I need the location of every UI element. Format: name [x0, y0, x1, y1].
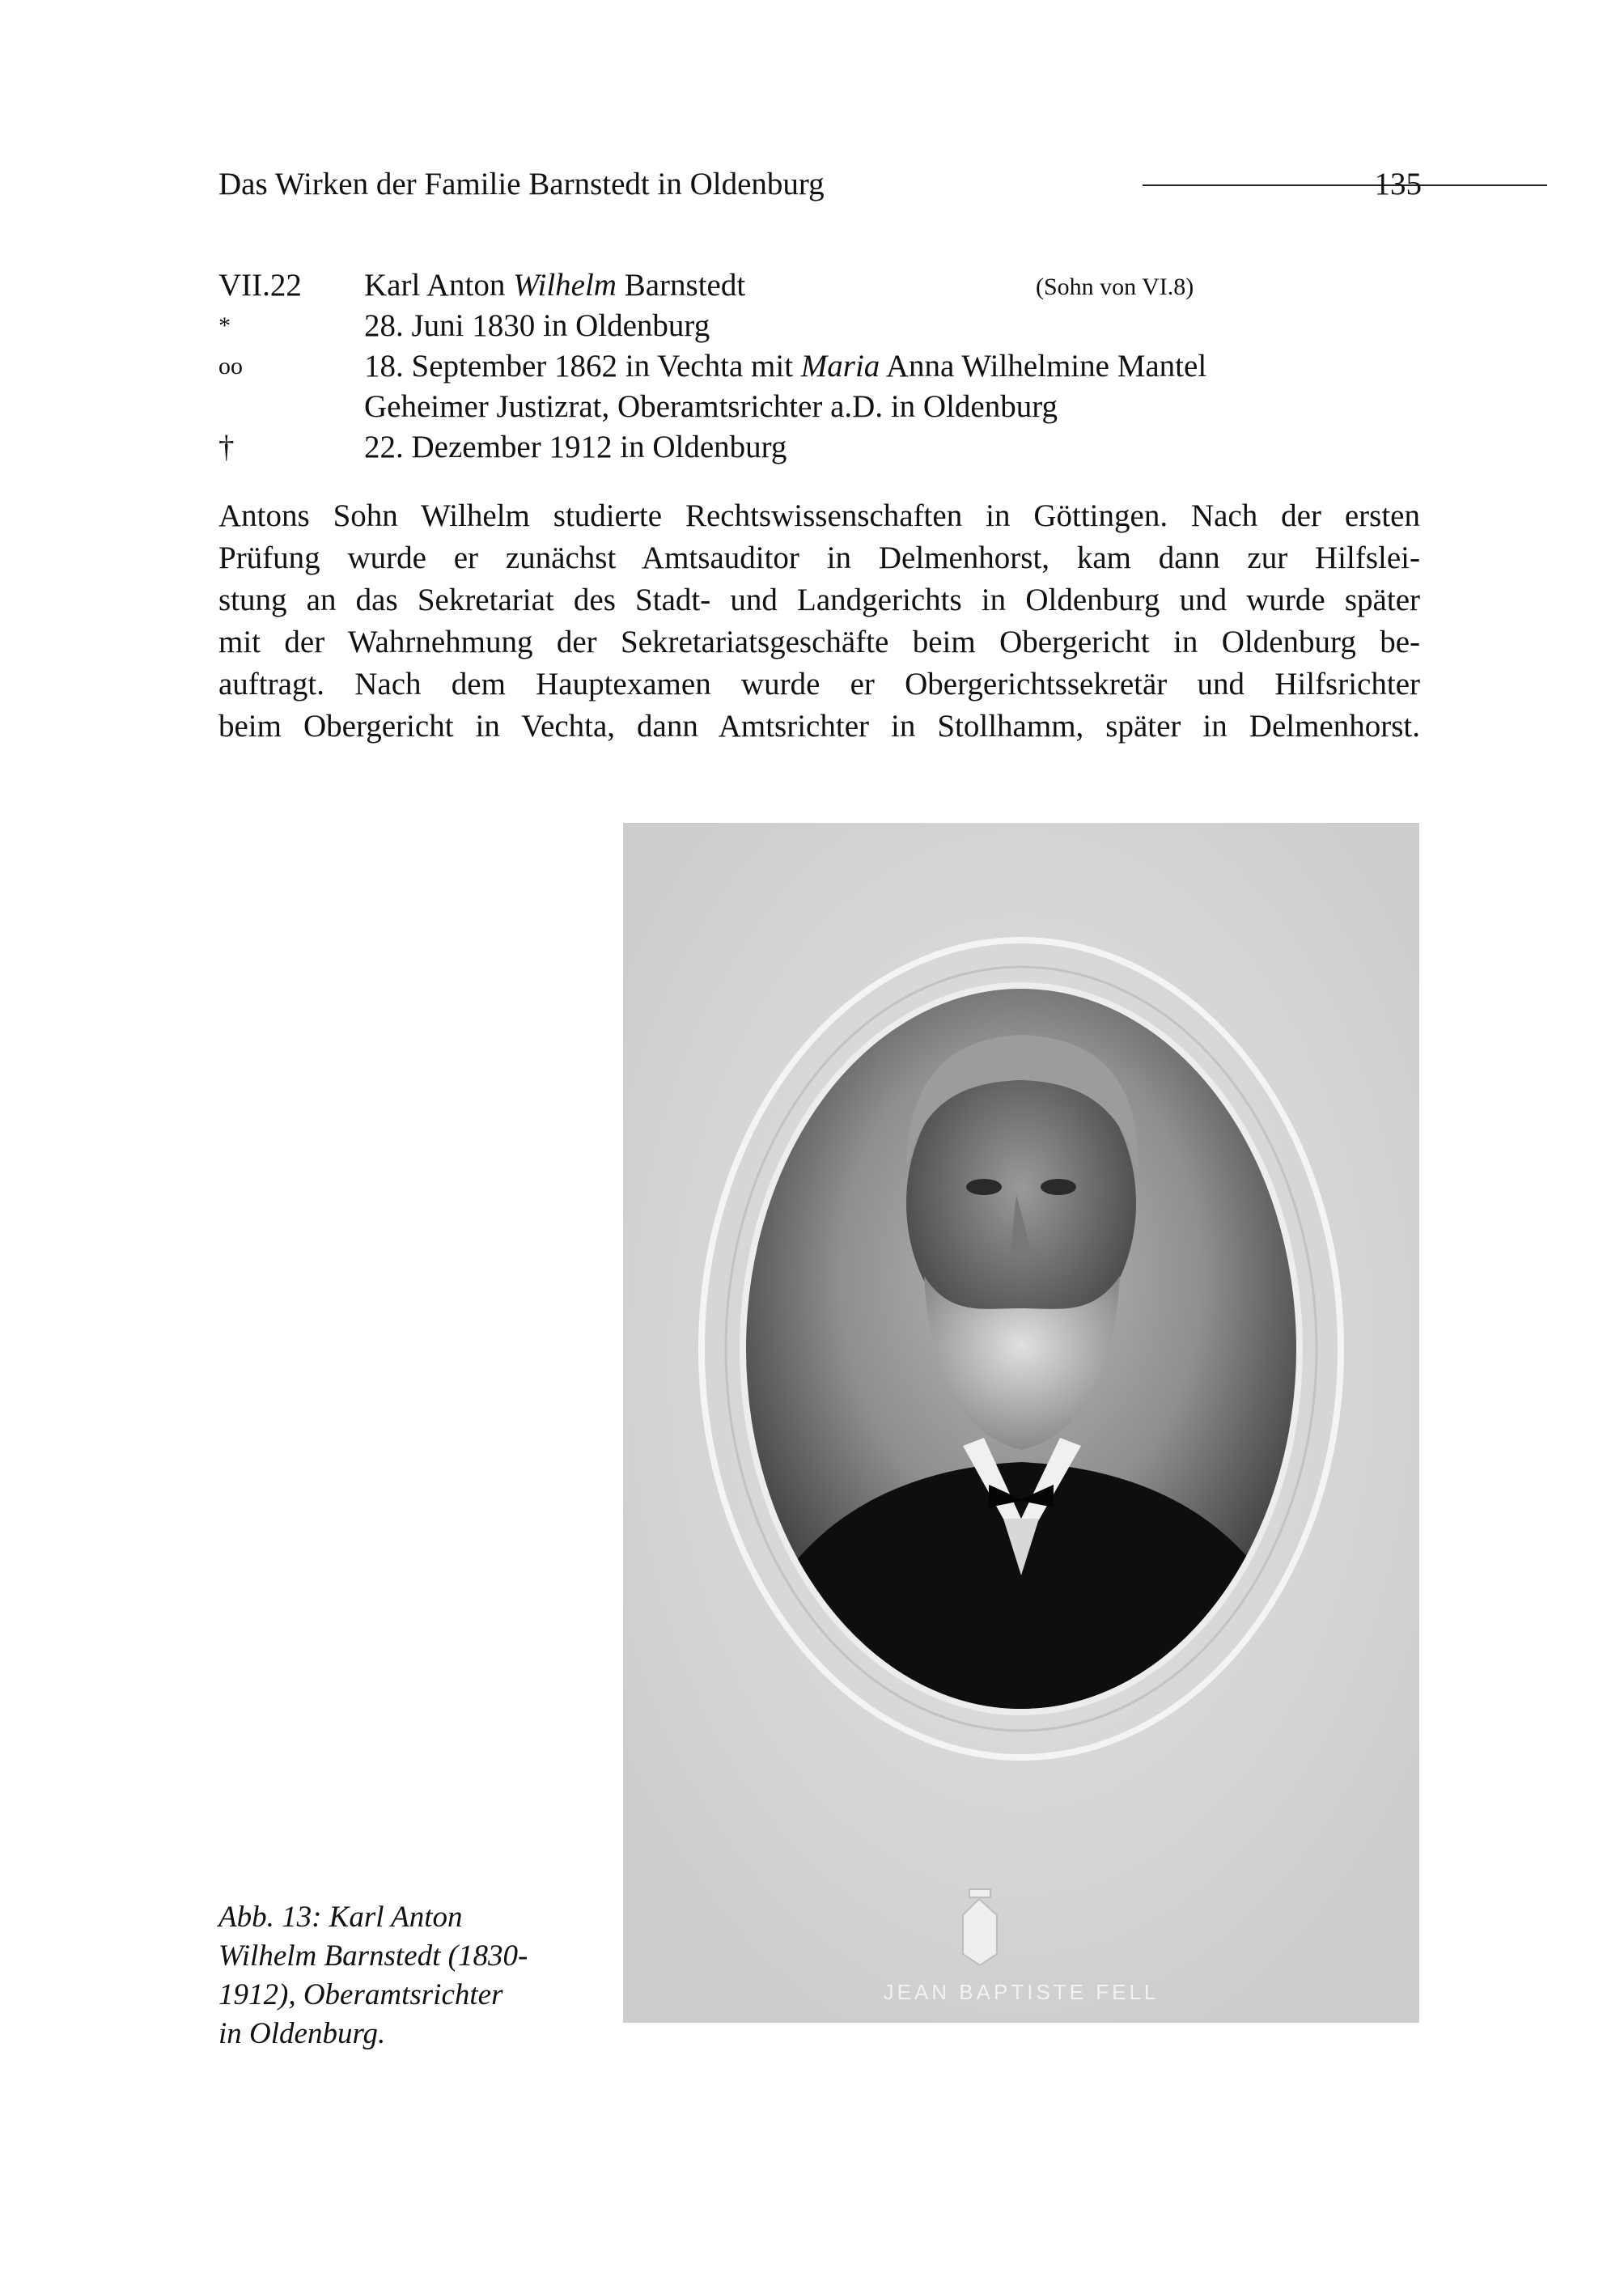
paragraph-line: beim Obergericht in Vechta, dann Amtsrichter in Stollhamm, später in Delmenhorst.: [218, 709, 1420, 744]
name-part: Barnstedt: [616, 268, 746, 303]
page-number: 135: [1374, 167, 1422, 201]
entry-birth-row: [218, 306, 1311, 346]
death-symbol: †: [218, 430, 235, 464]
caption-line: Abb. 13: Karl Anton: [218, 1901, 463, 1934]
paragraph-line: mit der Wahrnehmung der Sekretariatsgeschäfte beim Obergericht in Oldenburg be-: [218, 625, 1420, 659]
running-header-title: Das Wirken der Familie Barnstedt in Oldenburg: [218, 167, 825, 201]
entry-death-row: [218, 427, 1311, 468]
running-header: [218, 162, 1422, 207]
photographer-stamp: JEAN BAPTISTE FELL: [883, 1980, 1160, 2004]
marriage-part: 18. September 1862 in Vechta mit: [364, 349, 801, 384]
right-eye: [1041, 1179, 1076, 1195]
marriage-part: Anna Wilhelmine Mantel: [880, 349, 1207, 384]
paragraph-line: auftragt. Nach dem Hauptexamen wurde er Obergerichtssekretär und Hilfsrichter: [218, 667, 1420, 701]
entry-id: VII.22: [218, 268, 302, 303]
body-paragraph: [218, 495, 1420, 748]
portrait-illustration: [623, 823, 1419, 2023]
portrait-photograph: [623, 823, 1419, 2023]
paragraph-line: Antons Sohn Wilhelm studierte Rechtswissenschaften in Göttingen. Nach der ersten: [218, 498, 1420, 533]
left-eye: [966, 1179, 1002, 1195]
death-date: 22. Dezember 1912 in Oldenburg: [364, 430, 787, 464]
entry-name-row: [218, 265, 1311, 306]
marriage-symbol: oo: [218, 353, 243, 379]
spouse-call-name: Maria: [800, 349, 880, 384]
marriage-info: [364, 346, 1206, 387]
name-part: Karl Anton: [364, 268, 514, 303]
genealogy-entry: [218, 265, 1311, 468]
caption-line: 1912), Oberamtsrichter: [218, 1978, 503, 2011]
caption-line: in Oldenburg.: [218, 2017, 386, 2050]
occupation: Geheimer Justizrat, Oberamtsrichter a.D. in Oldenburg: [364, 389, 1058, 424]
birth-symbol: *: [218, 312, 231, 339]
entry-marriage-row: [218, 346, 1311, 387]
header-rule: [1143, 184, 1547, 186]
paragraph-line: stung an das Sekretariat des Stadt- und Landgerichts in Oldenburg und wurde später: [218, 583, 1420, 617]
entry-occupation-row: [218, 387, 1311, 427]
paragraph-line: Prüfung wurde er zunächst Amtsauditor in Delmenhorst, kam dann zur Hilfslei-: [218, 540, 1420, 575]
caption-line: Wilhelm Barnstedt (1830-: [218, 1939, 528, 1973]
parent-reference: (Sohn von VI.8): [1036, 273, 1194, 300]
name-call-name: Wilhelm: [513, 268, 617, 303]
birth-date: 28. Juni 1830 in Oldenburg: [364, 308, 710, 343]
figure-caption: [218, 1898, 575, 2054]
entry-person-name: [364, 265, 745, 306]
